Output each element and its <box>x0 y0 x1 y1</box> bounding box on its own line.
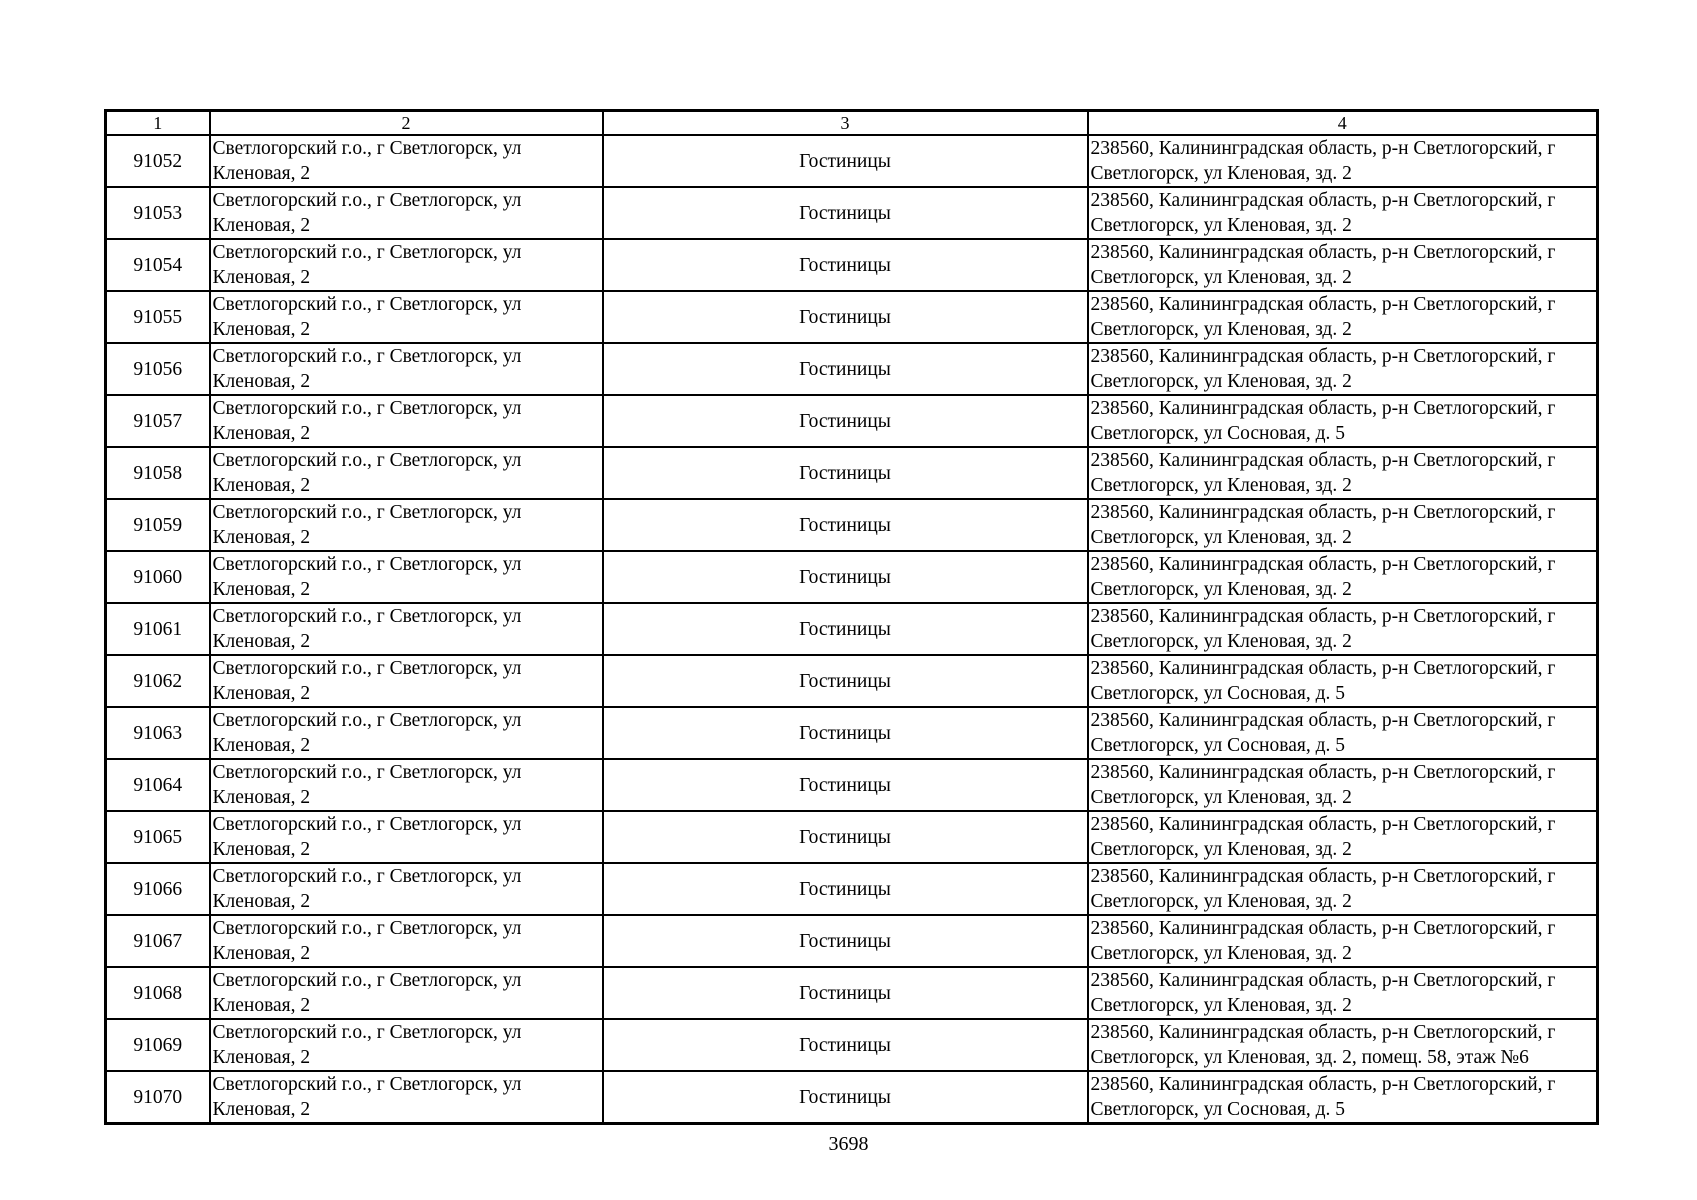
table-row <box>106 343 1598 395</box>
header-col-1: 1 <box>106 111 210 136</box>
row-type-cell: Гостиницы <box>603 239 1088 291</box>
row-address-cell: 238560, Калининградская область, р-н Светлогорский, г Светлогорск, ул Кленовая, зд. 2 <box>1088 863 1598 915</box>
row-id-cell: 91059 <box>106 499 210 551</box>
table-row <box>106 135 1598 187</box>
row-location-cell: Светлогорский г.о., г Светлогорск, ул Кленовая, 2 <box>210 655 603 707</box>
table-row <box>106 187 1598 239</box>
row-location-cell: Светлогорский г.о., г Светлогорск, ул Кленовая, 2 <box>210 811 603 863</box>
header-col-3: 3 <box>603 111 1088 136</box>
row-type-cell: Гостиницы <box>603 447 1088 499</box>
row-address-cell: 238560, Калининградская область, р-н Светлогорский, г Светлогорск, ул Кленовая, зд. 2 <box>1088 759 1598 811</box>
row-id-cell: 91054 <box>106 239 210 291</box>
row-id-cell: 91069 <box>106 1019 210 1071</box>
row-address-cell: 238560, Калининградская область, р-н Светлогорский, г Светлогорск, ул Кленовая, зд. 2 <box>1088 603 1598 655</box>
row-address-cell: 238560, Калининградская область, р-н Светлогорский, г Светлогорск, ул Кленовая, зд. 2 <box>1088 239 1598 291</box>
table-row <box>106 1019 1598 1071</box>
row-type-cell: Гостиницы <box>603 343 1088 395</box>
row-id-cell: 91062 <box>106 655 210 707</box>
row-type-cell: Гостиницы <box>603 655 1088 707</box>
table-row <box>106 759 1598 811</box>
header-col-4: 4 <box>1088 111 1598 136</box>
table-row <box>106 655 1598 707</box>
row-id-cell: 91067 <box>106 915 210 967</box>
table-row <box>106 499 1598 551</box>
row-type-cell: Гостиницы <box>603 759 1088 811</box>
table-row <box>106 863 1598 915</box>
table-row <box>106 551 1598 603</box>
row-location-cell: Светлогорский г.о., г Светлогорск, ул Кленовая, 2 <box>210 863 603 915</box>
header-row <box>106 111 1598 136</box>
table-row <box>106 811 1598 863</box>
row-type-cell: Гостиницы <box>603 1071 1088 1124</box>
row-location-cell: Светлогорский г.о., г Светлогорск, ул Кленовая, 2 <box>210 967 603 1019</box>
row-id-cell: 91056 <box>106 343 210 395</box>
table-row <box>106 447 1598 499</box>
row-address-cell: 238560, Калининградская область, р-н Светлогорский, г Светлогорск, ул Кленовая, зд. 2 <box>1088 915 1598 967</box>
row-address-cell: 238560, Калининградская область, р-н Светлогорский, г Светлогорск, ул Кленовая, зд. 2 <box>1088 811 1598 863</box>
row-location-cell: Светлогорский г.о., г Светлогорск, ул Кленовая, 2 <box>210 239 603 291</box>
row-location-cell: Светлогорский г.о., г Светлогорск, ул Кленовая, 2 <box>210 135 603 187</box>
row-location-cell: Светлогорский г.о., г Светлогорск, ул Кленовая, 2 <box>210 603 603 655</box>
table-row <box>106 291 1598 343</box>
table-row <box>106 239 1598 291</box>
row-id-cell: 91061 <box>106 603 210 655</box>
row-location-cell: Светлогорский г.о., г Светлогорск, ул Кленовая, 2 <box>210 759 603 811</box>
row-address-cell: 238560, Калининградская область, р-н Светлогорский, г Светлогорск, ул Сосновая, д. 5 <box>1088 655 1598 707</box>
row-address-cell: 238560, Калининградская область, р-н Светлогорский, г Светлогорск, ул Кленовая, зд. 2 <box>1088 291 1598 343</box>
row-type-cell: Гостиницы <box>603 967 1088 1019</box>
row-type-cell: Гостиницы <box>603 707 1088 759</box>
table-row <box>106 707 1598 759</box>
row-address-cell: 238560, Калининградская область, р-н Светлогорский, г Светлогорск, ул Кленовая, зд. 2 <box>1088 447 1598 499</box>
table-row <box>106 1071 1598 1124</box>
row-type-cell: Гостиницы <box>603 811 1088 863</box>
row-id-cell: 91063 <box>106 707 210 759</box>
row-location-cell: Светлогорский г.о., г Светлогорск, ул Кленовая, 2 <box>210 187 603 239</box>
header-col-2: 2 <box>210 111 603 136</box>
row-location-cell: Светлогорский г.о., г Светлогорск, ул Кленовая, 2 <box>210 343 603 395</box>
row-type-cell: Гостиницы <box>603 395 1088 447</box>
page-number: 3698 <box>828 1133 869 1155</box>
row-address-cell: 238560, Калининградская область, р-н Светлогорский, г Светлогорск, ул Кленовая, зд. 2 <box>1088 187 1598 239</box>
row-location-cell: Светлогорский г.о., г Светлогорск, ул Кленовая, 2 <box>210 447 603 499</box>
row-type-cell: Гостиницы <box>603 603 1088 655</box>
row-location-cell: Светлогорский г.о., г Светлогорск, ул Кленовая, 2 <box>210 291 603 343</box>
table-row <box>106 395 1598 447</box>
row-id-cell: 91053 <box>106 187 210 239</box>
row-address-cell: 238560, Калининградская область, р-н Светлогорский, г Светлогорск, ул Кленовая, зд. 2, помещ. 58, этаж №6 <box>1088 1019 1598 1071</box>
row-location-cell: Светлогорский г.о., г Светлогорск, ул Кленовая, 2 <box>210 551 603 603</box>
row-id-cell: 91060 <box>106 551 210 603</box>
row-type-cell: Гостиницы <box>603 915 1088 967</box>
row-location-cell: Светлогорский г.о., г Светлогорск, ул Кленовая, 2 <box>210 915 603 967</box>
row-location-cell: Светлогорский г.о., г Светлогорск, ул Кленовая, 2 <box>210 1019 603 1071</box>
row-type-cell: Гостиницы <box>603 291 1088 343</box>
row-address-cell: 238560, Калининградская область, р-н Светлогорский, г Светлогорск, ул Сосновая, д. 5 <box>1088 1071 1598 1124</box>
row-id-cell: 91057 <box>106 395 210 447</box>
row-location-cell: Светлогорский г.о., г Светлогорск, ул Кленовая, 2 <box>210 499 603 551</box>
table-body <box>106 135 1598 1124</box>
row-id-cell: 91068 <box>106 967 210 1019</box>
row-id-cell: 91064 <box>106 759 210 811</box>
row-id-cell: 91055 <box>106 291 210 343</box>
row-type-cell: Гостиницы <box>603 863 1088 915</box>
row-address-cell: 238560, Калининградская область, р-н Светлогорский, г Светлогорск, ул Кленовая, зд. 2 <box>1088 135 1598 187</box>
row-type-cell: Гостиницы <box>603 499 1088 551</box>
row-location-cell: Светлогорский г.о., г Светлогорск, ул Кленовая, 2 <box>210 707 603 759</box>
registry-table <box>104 109 1599 1125</box>
row-id-cell: 91066 <box>106 863 210 915</box>
row-type-cell: Гостиницы <box>603 551 1088 603</box>
row-address-cell: 238560, Калининградская область, р-н Светлогорский, г Светлогорск, ул Кленовая, зд. 2 <box>1088 499 1598 551</box>
row-address-cell: 238560, Калининградская область, р-н Светлогорский, г Светлогорск, ул Сосновая, д. 5 <box>1088 395 1598 447</box>
row-address-cell: 238560, Калининградская область, р-н Светлогорский, г Светлогорск, ул Кленовая, зд. 2 <box>1088 551 1598 603</box>
row-address-cell: 238560, Калининградская область, р-н Светлогорский, г Светлогорск, ул Кленовая, зд. 2 <box>1088 343 1598 395</box>
row-id-cell: 91052 <box>106 135 210 187</box>
row-type-cell: Гостиницы <box>603 187 1088 239</box>
table-header <box>106 111 1598 136</box>
row-type-cell: Гостиницы <box>603 1019 1088 1071</box>
table-row <box>106 967 1598 1019</box>
row-address-cell: 238560, Калининградская область, р-н Светлогорский, г Светлогорск, ул Кленовая, зд. 2 <box>1088 967 1598 1019</box>
table-row <box>106 915 1598 967</box>
row-id-cell: 91065 <box>106 811 210 863</box>
row-id-cell: 91070 <box>106 1071 210 1124</box>
row-location-cell: Светлогорский г.о., г Светлогорск, ул Кленовая, 2 <box>210 1071 603 1124</box>
row-address-cell: 238560, Калининградская область, р-н Светлогорский, г Светлогорск, ул Сосновая, д. 5 <box>1088 707 1598 759</box>
row-type-cell: Гостиницы <box>603 135 1088 187</box>
row-id-cell: 91058 <box>106 447 210 499</box>
row-location-cell: Светлогорский г.о., г Светлогорск, ул Кленовая, 2 <box>210 395 603 447</box>
table-row <box>106 603 1598 655</box>
